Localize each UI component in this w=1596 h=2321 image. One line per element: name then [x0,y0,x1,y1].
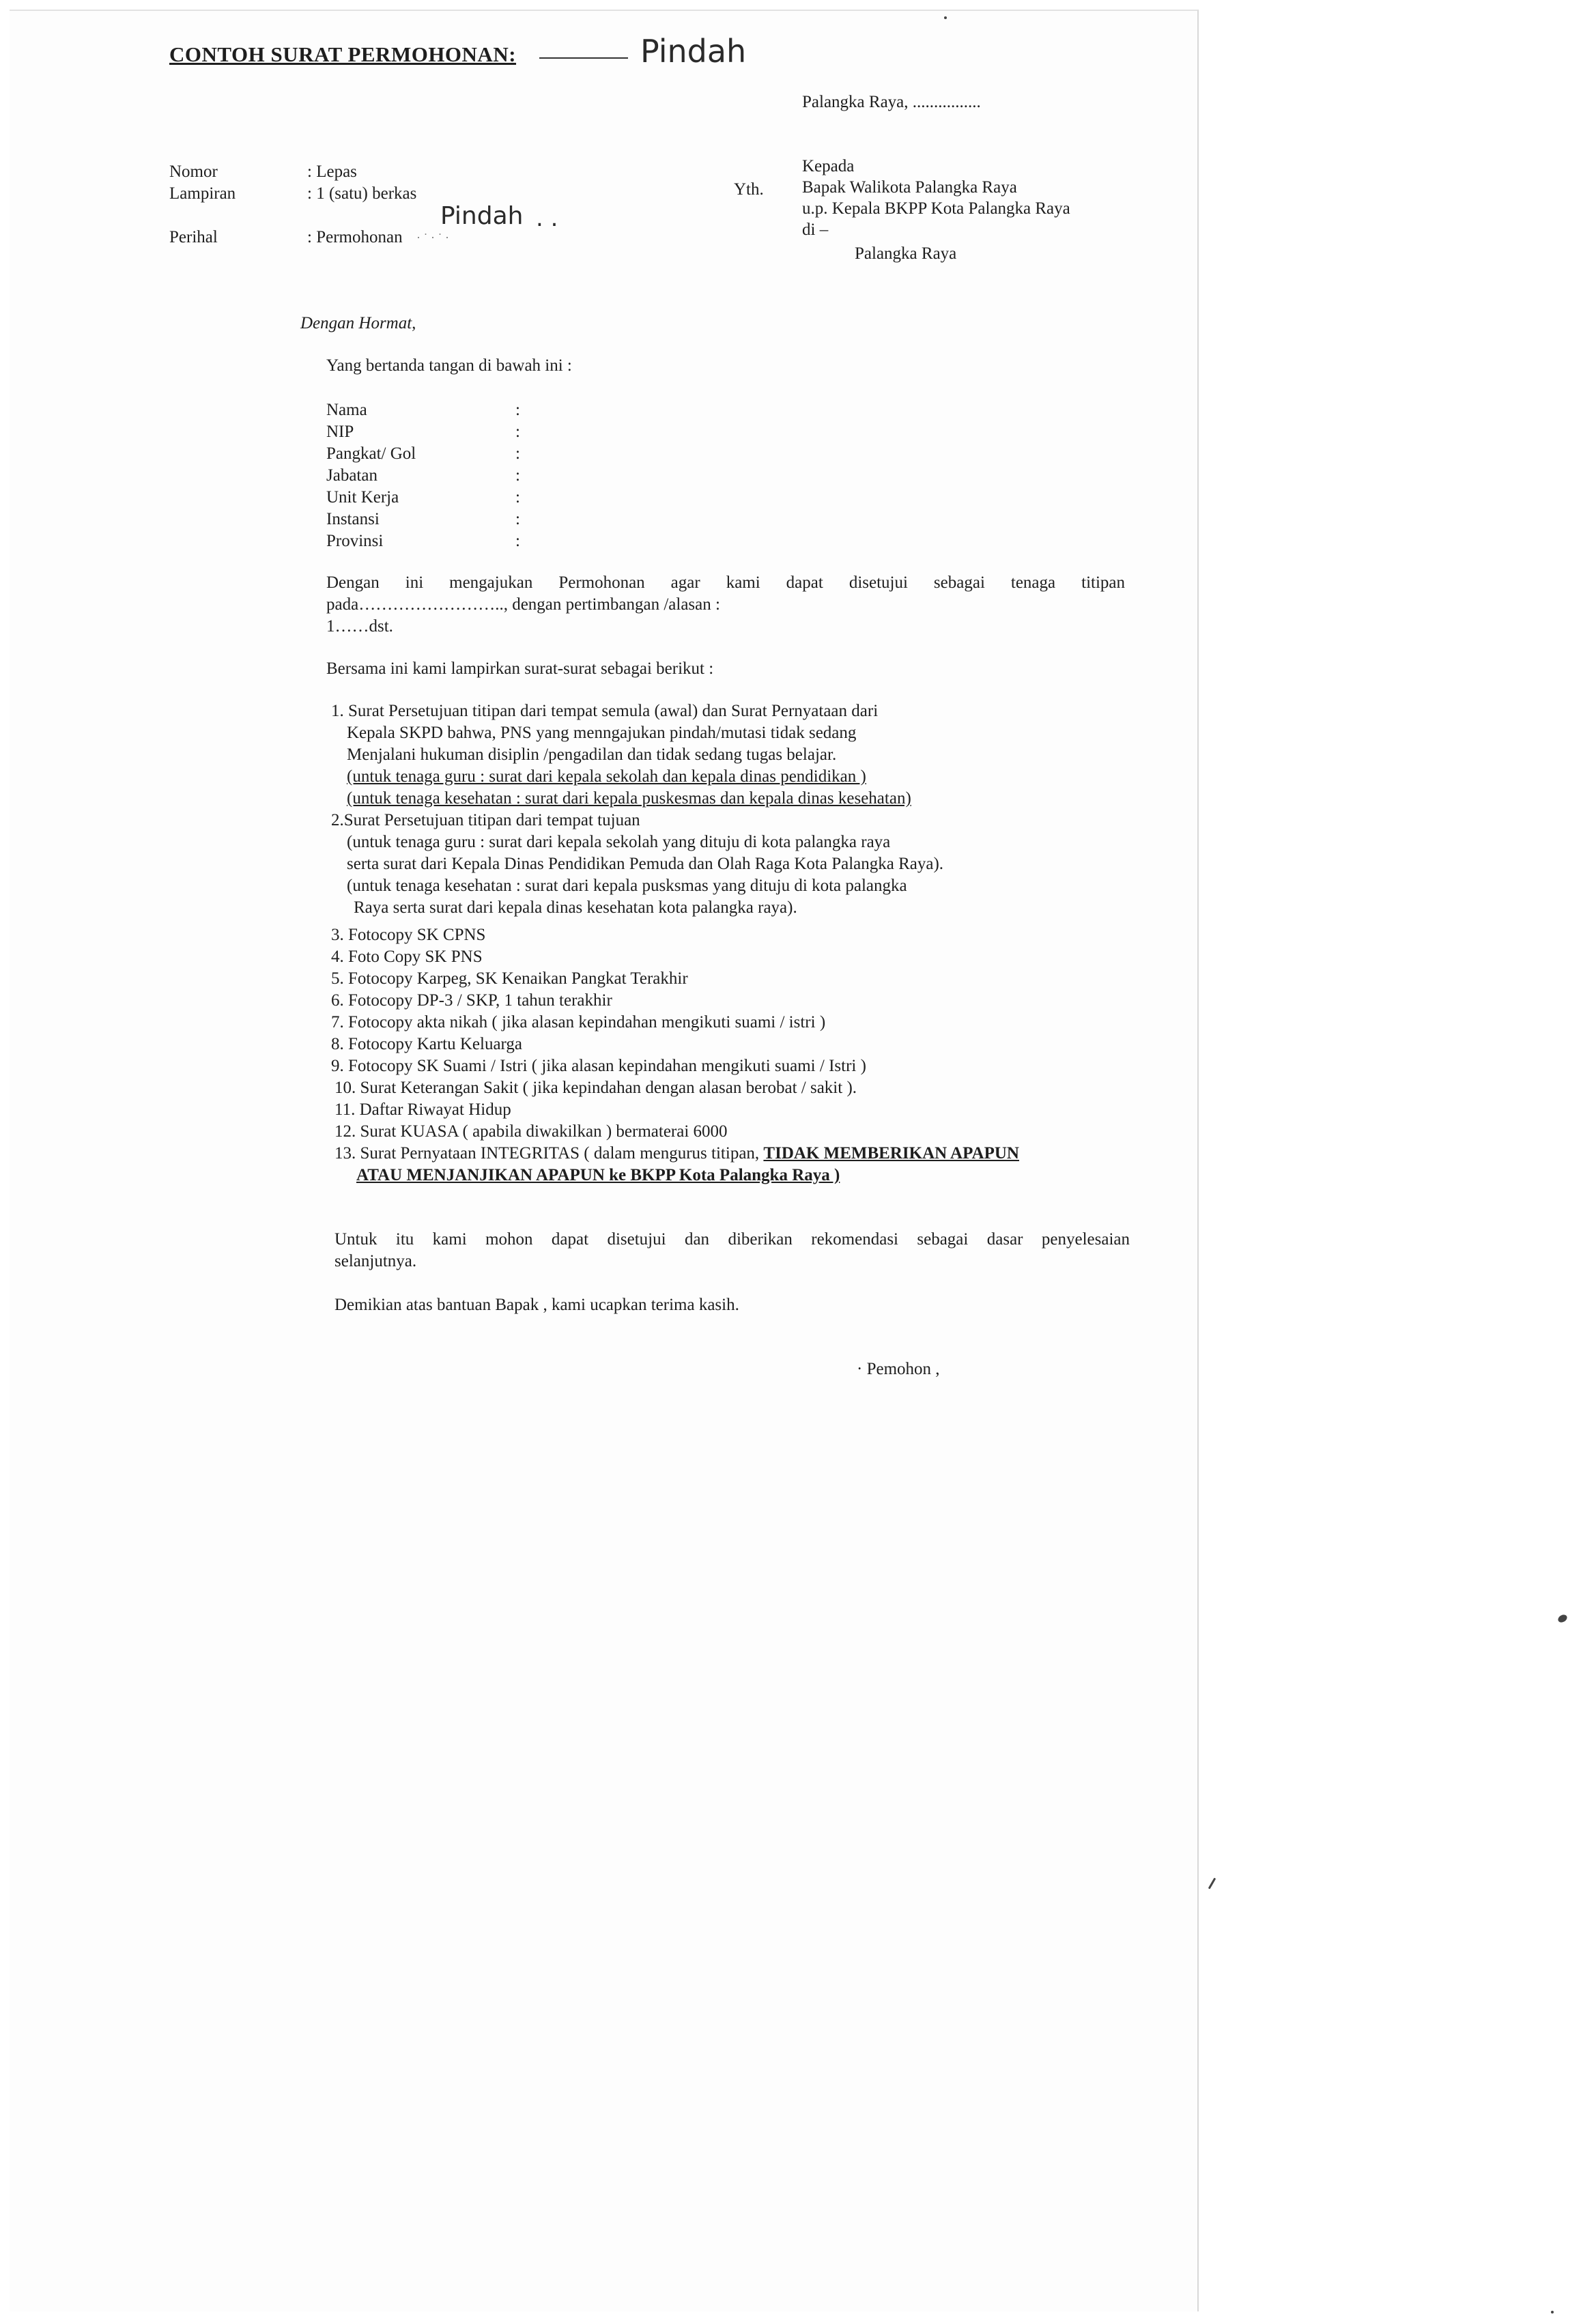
attachment-13-text: 13. Surat Pernyataan INTEGRITAS ( dalam mengurus titipan, [334,1144,760,1163]
recipient-line: di – [802,220,829,239]
field-colon: : [515,401,520,419]
field-colon: : [515,488,520,507]
field-label: Unit Kerja [326,488,399,507]
attachment-line: (untuk tenaga kesehatan : surat dari kepala pusksmas yang dituju di kota palangka [347,877,907,895]
attachment-line: 2.Surat Persetujuan titipan dari tempat tujuan [331,811,640,829]
field-colon: : [515,466,520,485]
greeting: Dengan Hormat, [300,314,416,332]
field-label: NIP [326,423,354,441]
recipient-line: Kepada [802,157,855,175]
closing-line: Untuk itu kami mohon dapat disetujui dan diberikan rekomendasi sebagai dasar penyelesaian [334,1230,1130,1249]
field-colon: : [515,423,520,441]
attachment-line: Raya serta surat dari kepala dinas kesehatan kota palangka raya). [354,898,797,917]
attachment-line: 6. Fotocopy DP-3 / SKP, 1 tahun terakhir [331,991,612,1010]
attachment-line: 1. Surat Persetujuan titipan dari tempat semula (awal) dan Surat Pernyataan dari [331,702,879,720]
letter-title: CONTOH SURAT PERMOHONAN: [169,42,517,66]
attachment-line: 3. Fotocopy SK CPNS [331,926,486,944]
thanks-line: Demikian atas bantuan Bapak , kami ucapkan terima kasih. [334,1296,739,1314]
attachment-line: (untuk tenaga kesehatan : surat dari kepala puskesmas dan kepala dinas kesehatan) [347,789,911,808]
signoff: · Pemohon , [857,1360,940,1378]
lampiran-label: Lampiran [169,184,236,203]
request-line: pada…………………….., dengan pertimbangan /alasan : [326,595,720,614]
perihal-value: : Permohonan [307,228,403,246]
attachments-intro: Bersama ini kami lampirkan surat-surat sebagai berikut : [326,659,714,678]
field-label: Instansi [326,510,380,528]
attachment-line: 5. Fotocopy Karpeg, SK Kenaikan Pangkat Terakhir [331,969,688,988]
recipient-line: u.p. Kepala BKPP Kota Palangka Raya [802,199,1070,218]
scan-speck [1208,1877,1216,1889]
attachment-line: Kepala SKPD bahwa, PNS yang menngajukan pindah/mutasi tidak sedang [347,724,857,742]
attachment-line: 7. Fotocopy akta nikah ( jika alasan kepindahan mengikuti suami / istri ) [331,1013,826,1031]
nomor-label: Nomor [169,162,218,181]
attachment-line: 4. Foto Copy SK PNS [331,948,483,966]
lampiran-value: : 1 (satu) berkas [307,184,417,203]
perihal-smudge: · ˙ · ˙ · [416,231,449,244]
intro-line: Yang bertanda tangan di bawah ini : [326,356,572,375]
attachment-line: 12. Surat KUASA ( apabila diwakilkan ) bermaterai 6000 [334,1122,728,1141]
attachment-line: (untuk tenaga guru : surat dari kepala sekolah dan kepala dinas pendidikan ) [347,767,866,786]
scan-speck [1556,1613,1568,1624]
field-label: Pangkat/ Gol [326,444,416,463]
perihal-trail: . . [536,205,558,232]
request-line: Dengan ini mengajukan Permohonan agar kami dapat disetujui sebagai tenaga titipan [326,573,1125,592]
field-label: Jabatan [326,466,377,485]
recipient-line: Bapak Walikota Palangka Raya [802,178,1017,197]
attachment-line: 9. Fotocopy SK Suami / Istri ( jika alasan kepindahan mengikuti suami / Istri ) [331,1057,866,1075]
place-date: Palangka Raya, ................ [802,93,981,111]
field-colon: : [515,532,520,550]
title-handwritten: Pindah [640,33,747,70]
perihal-label: Perihal [169,228,218,246]
attachment-13 [334,1143,1019,1165]
field-colon: : [515,444,520,463]
attachment-line: 8. Fotocopy Kartu Keluarga [331,1035,523,1053]
attachment-13-emphasis-2: ATAU MENJANJIKAN APAPUN ke BKPP Kota Palangka Raya ) [356,1166,840,1184]
closing-line: selanjutnya. [334,1252,417,1270]
request-line: 1……dst. [326,617,393,636]
attachment-13-emphasis: TIDAK MEMBERIKAN APAPUN [763,1144,1019,1163]
attachment-line: Menjalani hukuman disiplin /pengadilan dan tidak sedang tugas belajar. [347,745,837,764]
attachment-line: serta surat dari Kepala Dinas Pendidikan Pemuda dan Olah Raga Kota Palangka Raya). [347,855,944,873]
recipient-line: Palangka Raya [855,244,957,263]
attachment-line: 10. Surat Keterangan Sakit ( jika kepindahan dengan alasan berobat / sakit ). [334,1079,857,1097]
perihal-handwritten: Pindah [440,202,524,230]
nomor-value: : Lepas [307,162,357,181]
yth-label: Yth. [734,180,764,199]
title-blank-line [539,57,628,59]
field-label: Provinsi [326,532,384,550]
attachment-line: 11. Daftar Riwayat Hidup [334,1100,511,1119]
scan-speck [944,16,947,19]
scan-speck [1551,2311,1554,2313]
field-label: Nama [326,401,367,419]
field-colon: : [515,510,520,528]
attachment-line: (untuk tenaga guru : surat dari kepala sekolah yang dituju di kota palangka raya [347,833,891,851]
